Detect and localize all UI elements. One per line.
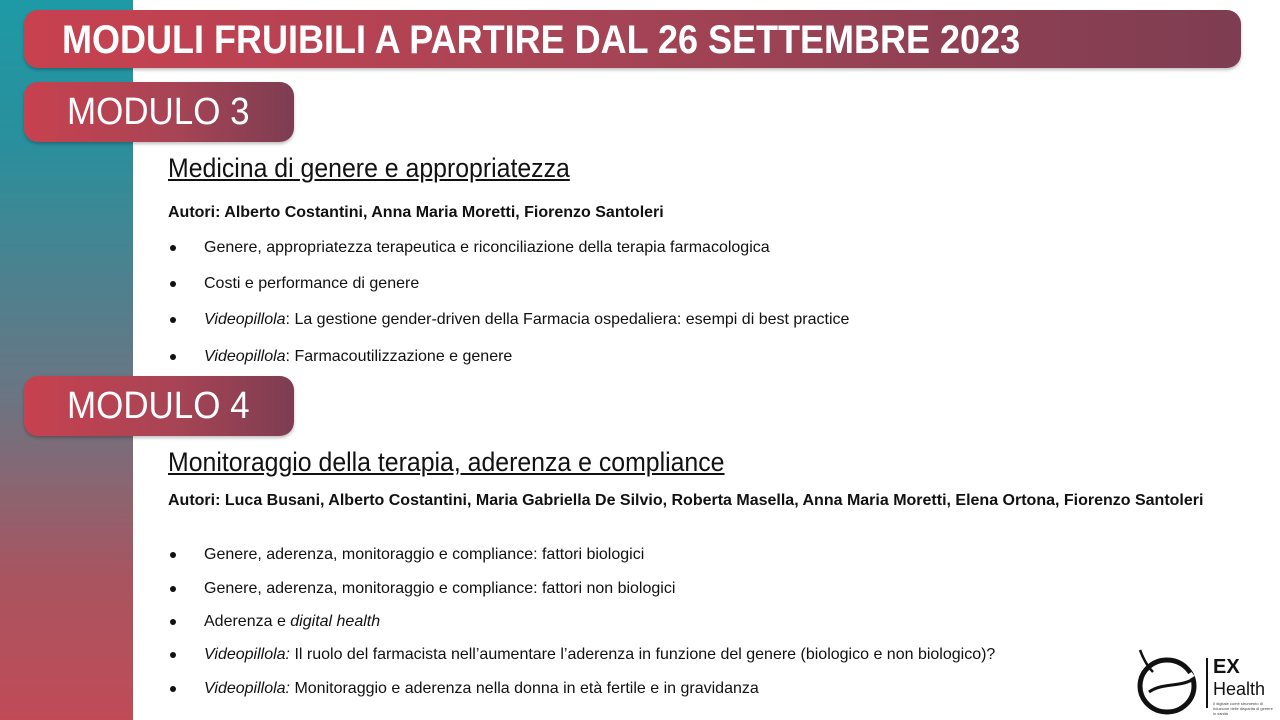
list-item-text: Costi e performance di genere	[204, 275, 420, 292]
module-3-tab	[24, 82, 294, 142]
module-3-authors: Autori: Alberto Costantini, Anna Maria Moretti, Fiorenzo Santoleri	[168, 204, 664, 221]
bullet-icon	[170, 552, 176, 558]
list-item-italic: digital health	[290, 613, 381, 630]
list-item-text: Il ruolo del farmacista nell’aumentare l’aderenza in funzione del genere (biologico e non biologico)?	[290, 646, 996, 663]
bullet-icon	[170, 317, 176, 323]
module-3-tab-label: MODULO 3	[67, 91, 250, 133]
list-item-text: Genere, aderenza, monitoraggio e compliance: fattori biologici	[204, 546, 645, 563]
list-item-prefix: Videopillola:	[204, 646, 290, 663]
logo-text-health: Health	[1213, 679, 1266, 699]
list-item-text: : Farmacoutilizzazione e genere	[285, 348, 513, 365]
module-3-title: Medicina di genere e appropriatezza	[168, 153, 570, 183]
logo-text-ex: EX	[1213, 656, 1240, 678]
page-title: MODULI FRUIBILI A PARTIRE DAL 26 SETTEMBRE 2023	[62, 18, 1021, 62]
list-item-text: : La gestione gender-driven della Farmacia ospedaliera: esempi di best practice	[285, 311, 850, 328]
logo-divider	[1206, 658, 1208, 708]
list-item-prefix: Videopillola:	[204, 680, 290, 697]
module-4-tab-label: MODULO 4	[67, 385, 250, 427]
module-4-authors: Autori: Luca Busani, Alberto Costantini, Maria Gabriella De Silvio, Roberta Masella, Anna Maria Moretti, Elena Ortona, Fiorenzo Santoleri	[168, 492, 1204, 509]
list-item-text: Genere, aderenza, monitoraggio e compliance: fattori non biologici	[204, 580, 676, 597]
bullet-icon	[170, 354, 176, 360]
list-item-prefix: Videopillola	[204, 311, 286, 328]
bullet-icon	[170, 686, 176, 692]
bullet-icon	[170, 619, 176, 625]
bullet-icon	[170, 281, 176, 287]
logo-tagline: Il digitale come strumento di riduzione delle disparità di genere in sanità	[1213, 701, 1273, 716]
module-4-tab	[24, 376, 294, 436]
bullet-icon	[170, 652, 176, 658]
list-item-prefix: Videopillola	[204, 348, 286, 365]
list-item-text: Genere, appropriatezza terapeutica e riconciliazione della terapia farmacologica	[204, 239, 770, 256]
list-item-text: Monitoraggio e aderenza nella donna in età fertile e in gravidanza	[290, 680, 759, 697]
bullet-icon	[170, 586, 176, 592]
module-4-title: Monitoraggio della terapia, aderenza e compliance	[168, 447, 725, 477]
bullet-icon	[170, 245, 176, 251]
list-item-text: Aderenza e	[204, 613, 291, 630]
